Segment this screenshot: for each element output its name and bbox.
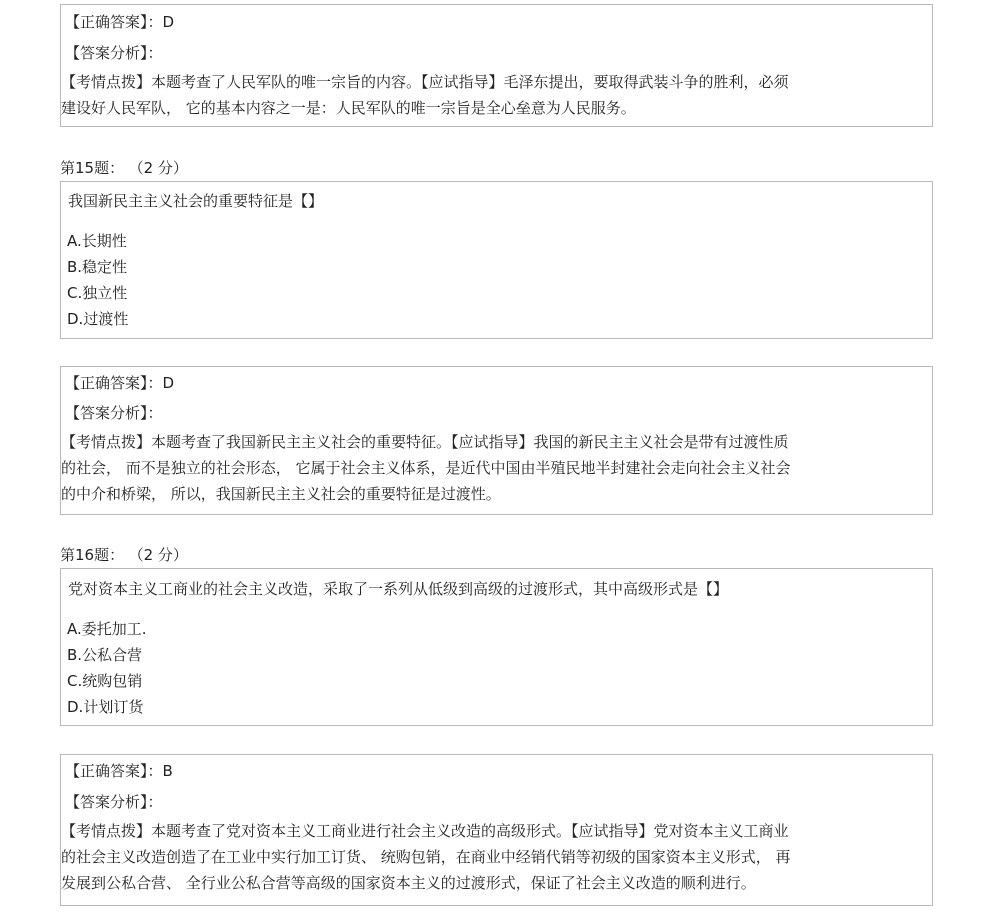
option-b: B.公私合营 [67, 646, 143, 664]
analysis-text: 【考情点拨】本题考查了党对资本主义工商业进行社会主义改造的高级形式。【应试指导】党对资本主义工商业 [61, 822, 789, 840]
correct-answer: 【正确答案】：D [65, 13, 175, 31]
question-score: （2 分） [136, 159, 188, 177]
question-box [60, 181, 933, 339]
option-c: C.独立性 [67, 284, 128, 302]
analysis-label: 【答案分析】： [65, 44, 163, 62]
answer-block [60, 4, 933, 127]
option-a: A.长期性 [67, 232, 127, 250]
correct-answer: 【正确答案】：D [65, 374, 175, 392]
option-c: C.统购包销 [67, 672, 143, 690]
question-number: 第16题： [60, 546, 125, 564]
analysis-text: 【考情点拨】本题考查了人民军队的唯一宗旨的内容。【应试指导】毛泽东提出，要取得武装斗争的胜利，必须 [61, 73, 789, 91]
analysis-text: 的社会， 而不是独立的社会形态， 它属于社会主义体系，是近代中国由半殖民地半封建社会走向社会主义社会 [61, 459, 791, 477]
answer-block [60, 366, 933, 515]
analysis-text: 建设好人民军队， 它的基本内容之一是：人民军队的唯一宗旨是全心垒意为人民服务。 [61, 99, 636, 117]
question-stem: 党对资本主义工商业的社会主义改造，采取了一系列从低级到高级的过渡形式，其中高级形式是【】 [68, 580, 729, 598]
analysis-text: 发展到公私合营、 全行业公私合营等高级的国家资本主义的过渡形式，保证了社会主义改造的顺利进行。 [61, 874, 756, 892]
question-number: 第15题： [60, 159, 125, 177]
option-b: B.稳定性 [67, 258, 128, 276]
answer-block [60, 754, 933, 906]
analysis-text: 的中介和桥梁， 所以，我国新民主主义社会的重要特征是过渡性。 [61, 485, 501, 503]
option-d: D.过渡性 [67, 310, 129, 328]
question-header [60, 158, 188, 178]
analysis-label: 【答案分析】： [65, 404, 163, 422]
option-d: D.计划订货 [67, 698, 144, 716]
option-a: A.委托加工. [67, 620, 147, 638]
analysis-text: 的社会主义改造创造了在工业中实行加工订货、 统购包销，在商业中经销代销等初级的国家资本主义形式， 再 [61, 848, 791, 866]
question-score: （2 分） [136, 546, 188, 564]
question-stem: 我国新民主主义社会的重要特征是【】 [68, 192, 324, 210]
question-box [60, 568, 933, 726]
analysis-label: 【答案分析】： [65, 793, 163, 811]
correct-answer: 【正确答案】：B [65, 762, 173, 780]
analysis-text: 【考情点拨】本题考查了我国新民主主义社会的重要特征。【应试指导】我国的新民主主义社会是带有过渡性质 [61, 433, 789, 451]
question-header [60, 545, 188, 565]
